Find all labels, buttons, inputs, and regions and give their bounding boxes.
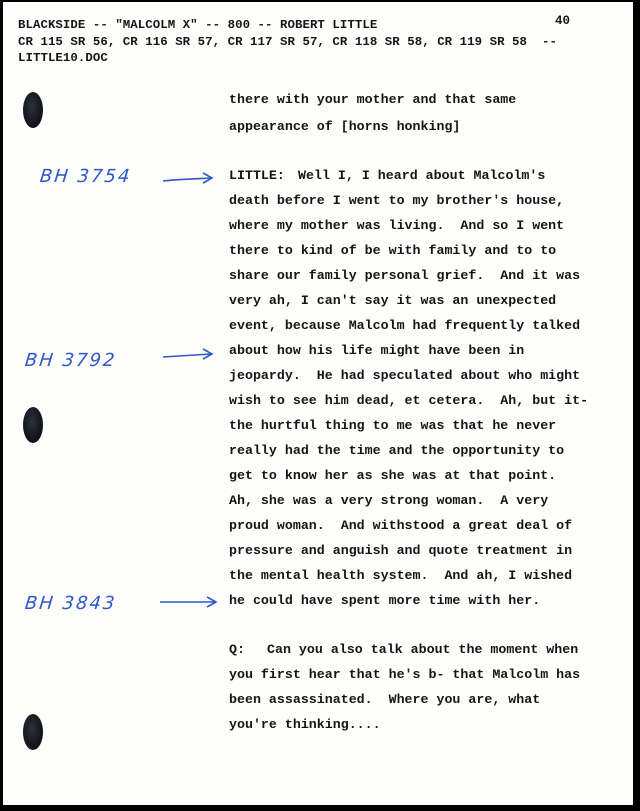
transcript-line: you're thinking.... bbox=[229, 717, 381, 732]
handwritten-timecode-note: BH 3792 bbox=[23, 350, 118, 371]
binder-hole-bottom bbox=[23, 714, 43, 750]
handwritten-timecode-note: BH 3754 bbox=[38, 166, 133, 187]
transcript-line: about how his life might have been in bbox=[229, 343, 525, 358]
transcript-line: where my mother was living. And so I went bbox=[229, 218, 565, 233]
transcript-line: the mental health system. And ah, I wished bbox=[229, 568, 573, 583]
header-filename-line: LITTLE10.DOC bbox=[18, 51, 108, 65]
handwritten-arrow-icon bbox=[161, 170, 216, 186]
transcript-line: proud woman. And withstood a great deal of bbox=[229, 518, 573, 533]
transcript-line: he could have spent more time with her. bbox=[229, 593, 541, 608]
speaker-label-little: LITTLE: bbox=[229, 168, 285, 183]
transcript-line: the hurtful thing to me was that he never bbox=[229, 418, 557, 433]
transcript-line: event, because Malcolm had frequently talked bbox=[229, 318, 581, 333]
transcript-line: really had the time and the opportunity to bbox=[229, 443, 565, 458]
transcript-line: appearance of [horns honking] bbox=[229, 119, 461, 134]
transcript-line: there with your mother and that same bbox=[229, 92, 517, 107]
binder-hole-top bbox=[23, 92, 43, 128]
transcript-line: Can you also talk about the moment when bbox=[267, 642, 579, 657]
binder-hole-middle bbox=[23, 407, 43, 443]
transcript-line: wish to see him dead, et cetera. Ah, but it- bbox=[229, 393, 589, 408]
transcript-line: pressure and anguish and quote treatment in bbox=[229, 543, 573, 558]
handwritten-arrow-icon bbox=[161, 346, 216, 362]
handwritten-timecode-note: BH 3843 bbox=[23, 593, 118, 614]
page-number: 40 bbox=[555, 14, 571, 28]
transcript-line: you first hear that he's b- that Malcolm has bbox=[229, 667, 581, 682]
transcript-line: been assassinated. Where you are, what bbox=[229, 692, 541, 707]
handwritten-arrow-icon bbox=[158, 593, 220, 609]
header-reel-line: CR 115 SR 56, CR 116 SR 57, CR 117 SR 57, CR 118 SR 58, CR 119 SR 58 -- bbox=[18, 34, 557, 49]
speaker-label-q: Q: bbox=[229, 642, 245, 657]
transcript-line: Well I, I heard about Malcolm's bbox=[298, 168, 546, 183]
header-title-line: BLACKSIDE -- "MALCOLM X" -- 800 -- ROBERT LITTLE bbox=[18, 18, 378, 32]
transcript-line: share our family personal grief. And it was bbox=[229, 268, 581, 283]
transcript-line: very ah, I can't say it was an unexpected bbox=[229, 293, 557, 308]
transcript-page bbox=[3, 2, 633, 805]
document-header bbox=[18, 17, 557, 67]
transcript-line: death before I went to my brother's house, bbox=[229, 193, 565, 208]
transcript-line: Ah, she was a very strong woman. A very bbox=[229, 493, 549, 508]
transcript-line: get to know her as she was at that point. bbox=[229, 468, 557, 483]
transcript-line: there to kind of be with family and to to bbox=[229, 243, 557, 258]
transcript-line: jeopardy. He had speculated about who might bbox=[229, 368, 581, 383]
